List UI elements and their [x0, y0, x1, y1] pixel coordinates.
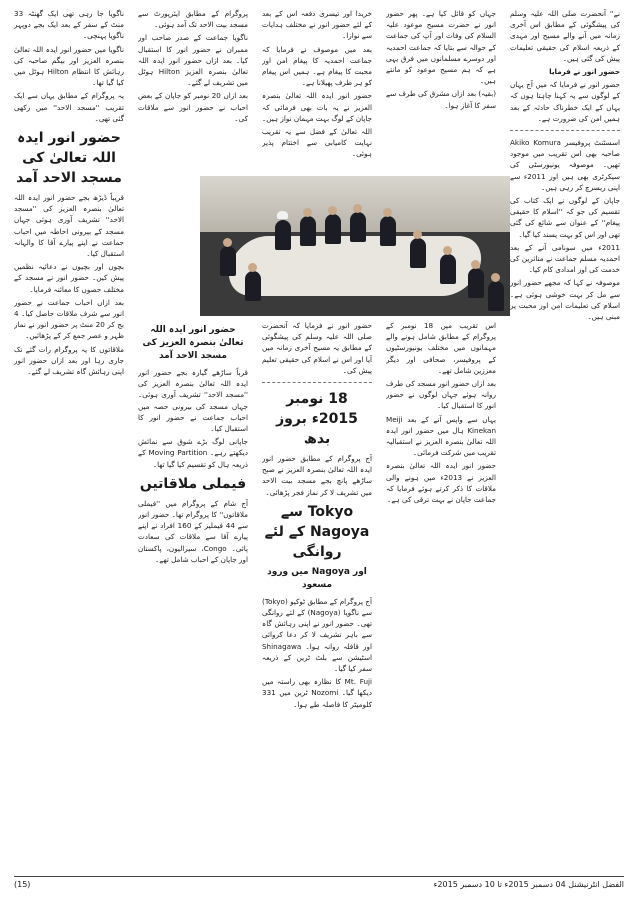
paragraph: نے'' آنحضرت صلی اللہ علیہ وسلم کی پیشگوئی کے مطابق اس آخری زمانہ میں آنے والے مسیح اور مہدی کے ذریعہ اسلام کی حقیقی تعلیمات پیش کی گئی ہیں۔	[510, 9, 620, 63]
photo-person	[245, 271, 261, 301]
photo-person	[488, 281, 504, 311]
paragraph: آج پروگرام کے مطابق ٹوکیو (Tokyo) سے ناگویا (Nagoya) کے لئے روانگی تھی۔ حضور انور نے اپنی رہائش گاہ سے باہر تشریف لا کر دعا کروائی اور قافلہ روانہ ہوا۔ Shinagawa اسٹیشن سے بلٹ ٹرین کے ذریعہ سفر کیا گیا۔	[262, 596, 372, 674]
photo-head	[491, 273, 500, 282]
photo-head	[383, 208, 392, 217]
paragraph: آج شام کے پروگرام میں ''فیملی ملاقاتوں'' کا پروگرام تھا۔ حضور انور سے 44 فیملیز کے 160 افراد نے اپنے پیارے آقا سے ملاقات کی سعادت پائی۔ Congo، سیرالیون، پاکستان اور جاپان کے احباب شامل تھے۔	[138, 498, 248, 564]
paragraph: بچوں اور بچیوں نے دعائیہ نظمیں پیش کیں۔ حضور انور نے مسجد کے مختلف حصوں کا معائنہ فرمایا۔	[14, 262, 124, 294]
section-heading: فیملی ملاقاتیں	[139, 475, 247, 492]
divider	[510, 130, 620, 131]
column-1	[14, 8, 124, 866]
paragraph: اس تقریب میں 18 نومبر کے پروگرام کے مطابق شامل ہونے والے مہمانوں میں مختلف یونیورسٹیوں کے پروفیسر، صحافی اور دیگر معززین شامل تھے۔	[386, 321, 496, 375]
photo-head	[471, 260, 480, 269]
photo-person	[468, 268, 484, 298]
paragraph: بعد ازاں احباب جماعت نے حضور انور سے شرف ملاقات حاصل کیا۔ 4 بج کر 20 منٹ پر حضور انور نے نماز ظہر و عصر جمع کر کے پڑھائیں۔	[14, 297, 124, 341]
paragraph: اسسٹنٹ پروفیسر Akiko Komura صاحبہ بھی اس تقریب میں موجود تھیں۔ موصوفہ یونیورسٹی کی سیکرٹری بھی ہیں اور 2011ء سے اپنی ریسرچ کر رہی ہیں۔	[510, 138, 620, 192]
paragraph: بعد ازاں 20 نومبر کو جاپان کے بعض احباب نے حضور انور سے ملاقات کی۔	[138, 91, 248, 123]
paragraph: حضور انور ایدہ اللہ تعالیٰ بنصرہ العزیز نے یہ بات بھی فرمائی کہ جاپان کے لوگ بہت مہمان نواز ہیں۔	[262, 91, 372, 123]
paragraph: خریدا اور تیسری دفعہ اس کے بعد کے لئے حضور انور نے مختلف ہدایات سے نوازا۔	[262, 9, 372, 41]
photo-head	[413, 230, 422, 239]
photo-head	[353, 204, 362, 213]
section-heading: حضور انور ایدہ اللہ تعالیٰ کی مسجد الاحد آمد	[16, 130, 122, 187]
photo-person	[380, 216, 396, 246]
paragraph: آج پروگرام کے مطابق حضور انور ایدہ اللہ تعالیٰ بنصرہ العزیز نے صبح ساڑھے پانچ بجے مسجد بیت الاحد میں تشریف لا کر نماز فجر پڑھائی۔	[262, 454, 372, 497]
column-3-bottom	[262, 320, 372, 866]
section-subheading: اور Nagoya میں ورود مسعود	[267, 566, 367, 590]
paragraph: یہاں سے واپس آنے کے بعد Meiji Kinekan ہال میں حضور انور ایدہ اللہ تعالیٰ بنصرہ العزیز نے استقبالیہ تقریب میں شرکت فرمائی۔	[386, 414, 496, 458]
paragraph: (بقیہ) بعد ازاں مشرق کی طرف سے سفر کا آغاز ہوا۔	[386, 89, 496, 110]
paragraph: جاپانی لوگ بڑے شوق سے نمائش دیکھتے رہے۔ Moving Partition کے ذریعہ ہال کو تقسیم کیا گیا تھا۔	[138, 437, 248, 469]
column-2	[138, 8, 248, 176]
photo-person	[350, 212, 366, 242]
photo-person	[220, 246, 236, 276]
paragraph: حضور انور نے فرمایا کہ آنحضرت صلی اللہ علیہ وسلم کی پیشگوئی کے مطابق یہ مسیح آخری زمانہ میں آیا اور اس نے اسلام کی حقیقی تعلیم پیش کی۔	[262, 321, 372, 375]
paragraph: ناگویا میں حضور انور ایدہ اللہ تعالیٰ بنصرہ العزیز اور بیگم صاحبہ کی رہائش کا انتظام Hilton ہوٹل میں کیا گیا تھا۔	[14, 44, 124, 88]
page-number: (15)	[14, 880, 31, 889]
paragraph: بعد میں موصوف نے فرمایا کہ جماعت احمدیہ کا پیغام امن اور محبت کا پیغام ہے۔ ہمیں اس پیغام کو ہر طرف پھیلانا ہے۔	[262, 44, 372, 88]
paragraph	[510, 66, 620, 77]
photo-head	[303, 208, 312, 217]
paragraph: یہ پروگرام کے مطابق یہاں سے ایک تقریب ''مسجد الاحد'' میں رکھی گئی تھی۔	[14, 91, 124, 123]
column-3-top	[262, 8, 372, 176]
paragraph: اللہ تعالیٰ کے فضل سے یہ تقریب نہایت کامیابی سے اختتام پذیر ہوئی۔	[262, 127, 372, 159]
photo-person	[440, 254, 456, 284]
paragraph: ناگویا جا رہی تھی ایک گھنٹہ 33 منٹ کے سفر کے بعد ایک بجے دوپہر ناگویا پہنچی۔	[14, 9, 124, 41]
divider	[262, 382, 372, 383]
paragraph: پروگرام کے مطابق ایئرپورٹ سے مسجد بیت الاحد تک آمد ہوئی۔	[138, 9, 248, 30]
paragraph: قرباً ساڑھے گیارہ بجے حضور انور ایدہ اللہ تعالیٰ بنصرہ العزیز کی ''مسجد الاحد'' تشریف آوری ہوئی۔ جہاں مسجد کی بیرونی حصہ میں احباب جماعت نے حضور انور کا استقبال کیا۔	[138, 368, 248, 434]
paragraph: موصوفہ نے کہا کہ مجھے حضور انور سے مل کر بہت خوشی ہوئی ہے۔ اسلام کی تعلیمات امن اور محبت پر مبنی ہیں۔	[510, 278, 620, 322]
footer-publication: الفضل انٹرنیشنل 04 دسمبر 2015ء تا 10 دسمبر 2015ء	[433, 880, 624, 889]
column-2-bottom	[138, 320, 248, 866]
paragraph: ملاقاتوں کا یہ پروگرام رات گئے تک جاری رہا اور بعد ازاں حضور انور اپنی رہائش گاہ تشریف لے گئے۔	[14, 344, 124, 377]
paragraph: جہاں کو قائل کیا ہے۔ پھر حضور انور نے حضرت مسیح موعود علیہ السلام کی وفات اور آپ کی جماعت کے حوالہ سے بتایا کہ جماعت احمدیہ اور دوسرے مسلمانوں میں فرق یہی ہے کہ ہم مسیح موعود کو مانتے ہیں۔	[386, 9, 496, 86]
paragraph: حضور انور نے فرمایا کہ میں آج یہاں کے لوگوں سے یہ کہنا چاہتا ہوں کہ یہاں کے ایک خطرناک حادثہ کے بعد ہمیں امن کی ضرورت ہے۔	[510, 80, 620, 123]
photo-head	[248, 263, 257, 272]
photo-person	[300, 216, 316, 246]
date-heading: 18 نومبر 2015ء بروز بدھ	[276, 391, 358, 448]
meeting-photo	[200, 176, 510, 316]
section-heading: Tokyo سے Nagoya کے لئے روانگی	[264, 503, 370, 560]
column-4-bottom	[386, 320, 496, 866]
photo-person	[410, 238, 426, 268]
paragraph: 2011ء میں سونامی آنے کے بعد احمدیہ مسلم جماعت نے متاثرین کی خدمت کی اور امدادی کام کیا۔	[510, 242, 620, 275]
photo-head	[223, 238, 232, 247]
paragraph: حضور انور ایدہ اللہ تعالیٰ بنصرہ العزیز نے 2013ء میں ہونے والی ملاقات کا ذکر کرتے ہوئے فرمایا کہ جماعت جاپان نے بہت ترقی کی ہے۔	[386, 461, 496, 505]
photo-head	[328, 206, 337, 215]
photo-head	[443, 246, 452, 255]
photo-person	[325, 214, 341, 244]
paragraph: جاپان کے لوگوں نے ایک کتاب کی تقسیم کی جو کہ ''اسلام کا حقیقی پیغام'' کے عنوان سے شائع کی گئی تھی اور اس کو بہت پسند کیا گیا۔	[510, 196, 620, 239]
column-4-top	[386, 8, 496, 176]
paragraph: ناگویا جماعت کے صدر صاحب اور ممبران نے حضور انور کا استقبال کیا۔ بعد ازاں حضور انور ایدہ اللہ تعالیٰ بنصرہ العزیز Hilton ہوٹل میں تشریف لے گئے۔	[138, 33, 248, 88]
paragraph: Mt. Fuji کا نظارہ بھی راستہ میں دیکھا گیا۔ Nozomi ٹرین میں 331 کلومیٹر کا فاصلہ طے ہوا۔	[262, 677, 372, 709]
photo-turban	[277, 211, 288, 219]
paragraph: بعد ازاں حضور انور مسجد کی طرف روانہ ہوئے جہاں لوگوں نے حضور انور کا استقبال کیا۔	[386, 379, 496, 411]
column-5	[510, 8, 620, 866]
paragraph: قریباً ڈیڑھ بجے حضور انور ایدہ اللہ تعالیٰ بنصرہ العزیز کی ''مسجد الاحد'' تشریف آوری ہوئی جہاں مسجد کے بیرونی احاطہ میں احباب جماعت نے اپنے پیارے آقا کا والہانہ استقبال کیا۔	[14, 193, 124, 259]
page-footer	[14, 876, 624, 893]
highlight-text: حضور انور نے فرمایا	[549, 67, 620, 77]
section-heading: حضور انور ایدہ اللہ تعالیٰ بنصرہ العزیز کی مسجد الاحد آمد	[142, 325, 244, 361]
newspaper-page	[14, 8, 624, 870]
photo-person	[275, 220, 291, 250]
